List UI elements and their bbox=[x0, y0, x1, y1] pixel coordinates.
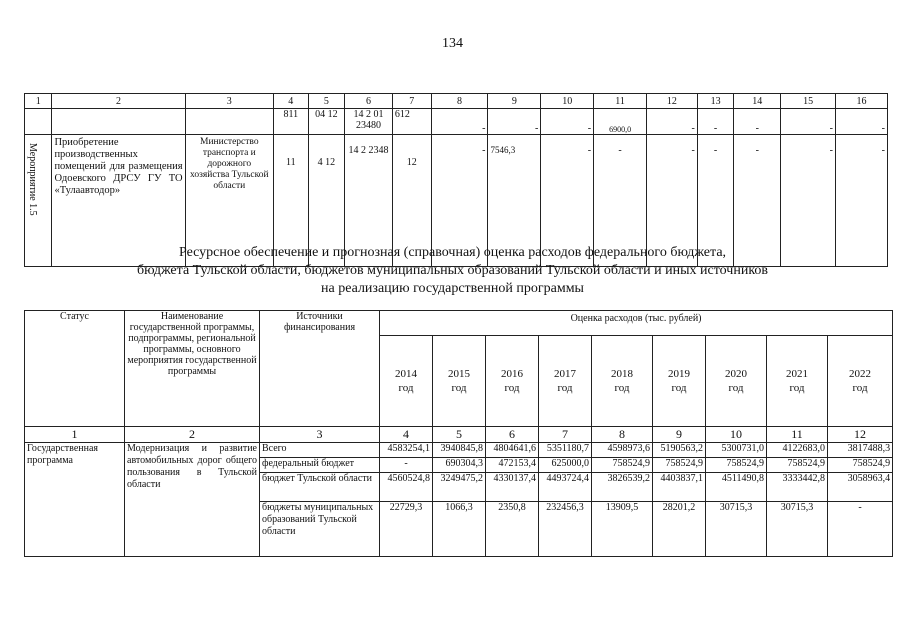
table-cell: 232456,3 bbox=[539, 502, 592, 557]
column-number: 2 bbox=[125, 427, 260, 443]
table-cell: 30715,3 bbox=[767, 502, 828, 557]
table-cell: 758524,9 bbox=[653, 458, 706, 473]
table-cell: 758524,9 bbox=[592, 458, 653, 473]
program-status: Государственная программа bbox=[25, 443, 125, 557]
table-cell: 4511490,8 bbox=[706, 473, 767, 502]
section-title bbox=[40, 244, 865, 298]
column-number: 1 bbox=[25, 94, 52, 109]
table-cell: - bbox=[781, 135, 836, 267]
table-cell: - bbox=[431, 109, 488, 135]
header-status: Статус bbox=[25, 311, 125, 427]
table-cell: - bbox=[734, 135, 781, 267]
column-number: 9 bbox=[653, 427, 706, 443]
column-number: 2 bbox=[52, 94, 185, 109]
table-cell: - bbox=[734, 109, 781, 135]
table-cell: - bbox=[541, 135, 594, 267]
table-cell: 3817488,3 bbox=[828, 443, 893, 458]
table-cell: - bbox=[594, 135, 647, 267]
table-cell: - bbox=[828, 502, 893, 557]
column-number: 6 bbox=[345, 94, 393, 109]
column-number: 4 bbox=[274, 94, 309, 109]
table-cell: 4493724,4 bbox=[539, 473, 592, 502]
funding-source: федеральный бюджет bbox=[260, 458, 380, 473]
year-header: 2021 год bbox=[767, 336, 828, 427]
table-header-row bbox=[25, 311, 893, 336]
table-cell: - bbox=[697, 109, 734, 135]
column-number: 8 bbox=[431, 94, 488, 109]
column-number-row bbox=[25, 427, 893, 443]
table-cell: 4403837,1 bbox=[653, 473, 706, 502]
table-cell: 472153,4 bbox=[486, 458, 539, 473]
table-cell: - bbox=[431, 135, 488, 267]
column-number: 12 bbox=[646, 94, 697, 109]
year-header: 2015 год bbox=[433, 336, 486, 427]
column-number: 5 bbox=[433, 427, 486, 443]
table-cell: 28201,2 bbox=[653, 502, 706, 557]
event-executor: Министерство транспорта и дорожного хозяйства Тульской области bbox=[185, 135, 273, 267]
year-header: 2019 год bbox=[653, 336, 706, 427]
table-cell: - bbox=[380, 458, 433, 473]
event-label: Мероприятие 1.5 bbox=[27, 143, 38, 216]
table-cell: 758524,9 bbox=[767, 458, 828, 473]
table-cell: 758524,9 bbox=[706, 458, 767, 473]
table-cell: 1066,3 bbox=[433, 502, 486, 557]
column-number: 13 bbox=[697, 94, 734, 109]
table-cell: 4583254,1 bbox=[380, 443, 433, 458]
table-cell: 7546,3 bbox=[488, 135, 541, 267]
title-line: бюджета Тульской области, бюджетов муниципальных образований Тульской области и иных источников bbox=[136, 263, 769, 278]
table-cell: 14 2 2348 bbox=[345, 135, 393, 267]
year-header: 2018 год bbox=[592, 336, 653, 427]
column-number: 3 bbox=[260, 427, 380, 443]
header-estimate: Оценка расходов (тыс. рублей) bbox=[380, 311, 893, 336]
table-cell: 4804641,6 bbox=[486, 443, 539, 458]
column-number: 6 bbox=[486, 427, 539, 443]
year-header: 2016 год bbox=[486, 336, 539, 427]
year-header: 2017 год bbox=[539, 336, 592, 427]
table-cell: 22729,3 bbox=[380, 502, 433, 557]
column-number: 7 bbox=[539, 427, 592, 443]
column-number: 10 bbox=[541, 94, 594, 109]
table-cell: - bbox=[836, 135, 888, 267]
page-number: 134 bbox=[442, 36, 463, 51]
budget-table bbox=[24, 310, 893, 557]
table-cell: 14 2 01 23480 bbox=[345, 109, 393, 135]
column-number: 3 bbox=[185, 94, 273, 109]
table-cell: 625000,0 bbox=[539, 458, 592, 473]
year-header: 2022 год bbox=[828, 336, 893, 427]
table-cell: 13909,5 bbox=[592, 502, 653, 557]
table-cell: 690304,3 bbox=[433, 458, 486, 473]
column-number: 9 bbox=[488, 94, 541, 109]
table-cell: 5190563,2 bbox=[653, 443, 706, 458]
table-cell: - bbox=[836, 109, 888, 135]
table-cell: 3058963,4 bbox=[828, 473, 893, 502]
table-cell: 6900,0 bbox=[594, 109, 647, 135]
table-cell: 811 bbox=[274, 109, 309, 135]
table-cell: 3826539,2 bbox=[592, 473, 653, 502]
header-name: Наименование государственной программы, подпрограммы, региональной программы, основного мероприятия государственной программы bbox=[125, 311, 260, 427]
table-cell: - bbox=[781, 109, 836, 135]
funding-source: Всего bbox=[260, 443, 380, 458]
table-cell: 11 bbox=[274, 135, 309, 267]
table-cell: 04 12 bbox=[308, 109, 345, 135]
program-name: Модернизация и развитие автомобильных дорог общего пользования в Тульской области bbox=[125, 443, 260, 557]
table-header-row bbox=[25, 94, 888, 109]
table-cell: 3333442,8 bbox=[767, 473, 828, 502]
column-number: 8 bbox=[592, 427, 653, 443]
column-number: 11 bbox=[767, 427, 828, 443]
table-cell: 4330137,4 bbox=[486, 473, 539, 502]
table-cell: - bbox=[697, 135, 734, 267]
column-number: 12 bbox=[828, 427, 893, 443]
event-name: Приобретение производственных помещений для размещения Одоевского ДРСУ ГУ ТО «Тулаавтодор» bbox=[52, 135, 185, 267]
funding-source: бюджет Тульской области bbox=[260, 473, 380, 502]
table-cell: 5300731,0 bbox=[706, 443, 767, 458]
year-header: 2014 год bbox=[380, 336, 433, 427]
column-number: 5 bbox=[308, 94, 345, 109]
table-cell: - bbox=[541, 109, 594, 135]
column-number: 1 bbox=[25, 427, 125, 443]
table-cell: 4598973,6 bbox=[592, 443, 653, 458]
table-cell: 4 12 bbox=[308, 135, 345, 267]
table-row bbox=[25, 109, 888, 135]
table-cell: 2350,8 bbox=[486, 502, 539, 557]
column-number: 16 bbox=[836, 94, 888, 109]
column-number: 10 bbox=[706, 427, 767, 443]
column-number: 4 bbox=[380, 427, 433, 443]
year-header: 2020 год bbox=[706, 336, 767, 427]
column-number: 15 bbox=[781, 94, 836, 109]
table-cell: 612 bbox=[392, 109, 431, 135]
table-cell: 3940845,8 bbox=[433, 443, 486, 458]
table-cell: - bbox=[646, 109, 697, 135]
column-number: 11 bbox=[594, 94, 647, 109]
table-cell: 3249475,2 bbox=[433, 473, 486, 502]
table-cell: 4560524,8 bbox=[380, 473, 433, 502]
header-source: Источники финансирования bbox=[260, 311, 380, 427]
table-cell: 4122683,0 bbox=[767, 443, 828, 458]
title-line: Ресурсное обеспечение и прогнозная (справочная) оценка расходов федерального бюджета, bbox=[178, 245, 727, 260]
table-cell: 5351180,7 bbox=[539, 443, 592, 458]
title-line: на реализацию государственной программы bbox=[321, 281, 584, 296]
table-cell: 30715,3 bbox=[706, 502, 767, 557]
table-row bbox=[25, 443, 893, 458]
table-cell: 758524,9 bbox=[828, 458, 893, 473]
table-cell: 12 bbox=[392, 135, 431, 267]
table-cell: - bbox=[488, 109, 541, 135]
column-number: 7 bbox=[392, 94, 431, 109]
activity-table bbox=[24, 93, 888, 267]
funding-source: бюджеты муниципальных образований Тульской области bbox=[260, 502, 380, 557]
table-cell: - bbox=[646, 135, 697, 267]
column-number: 14 bbox=[734, 94, 781, 109]
